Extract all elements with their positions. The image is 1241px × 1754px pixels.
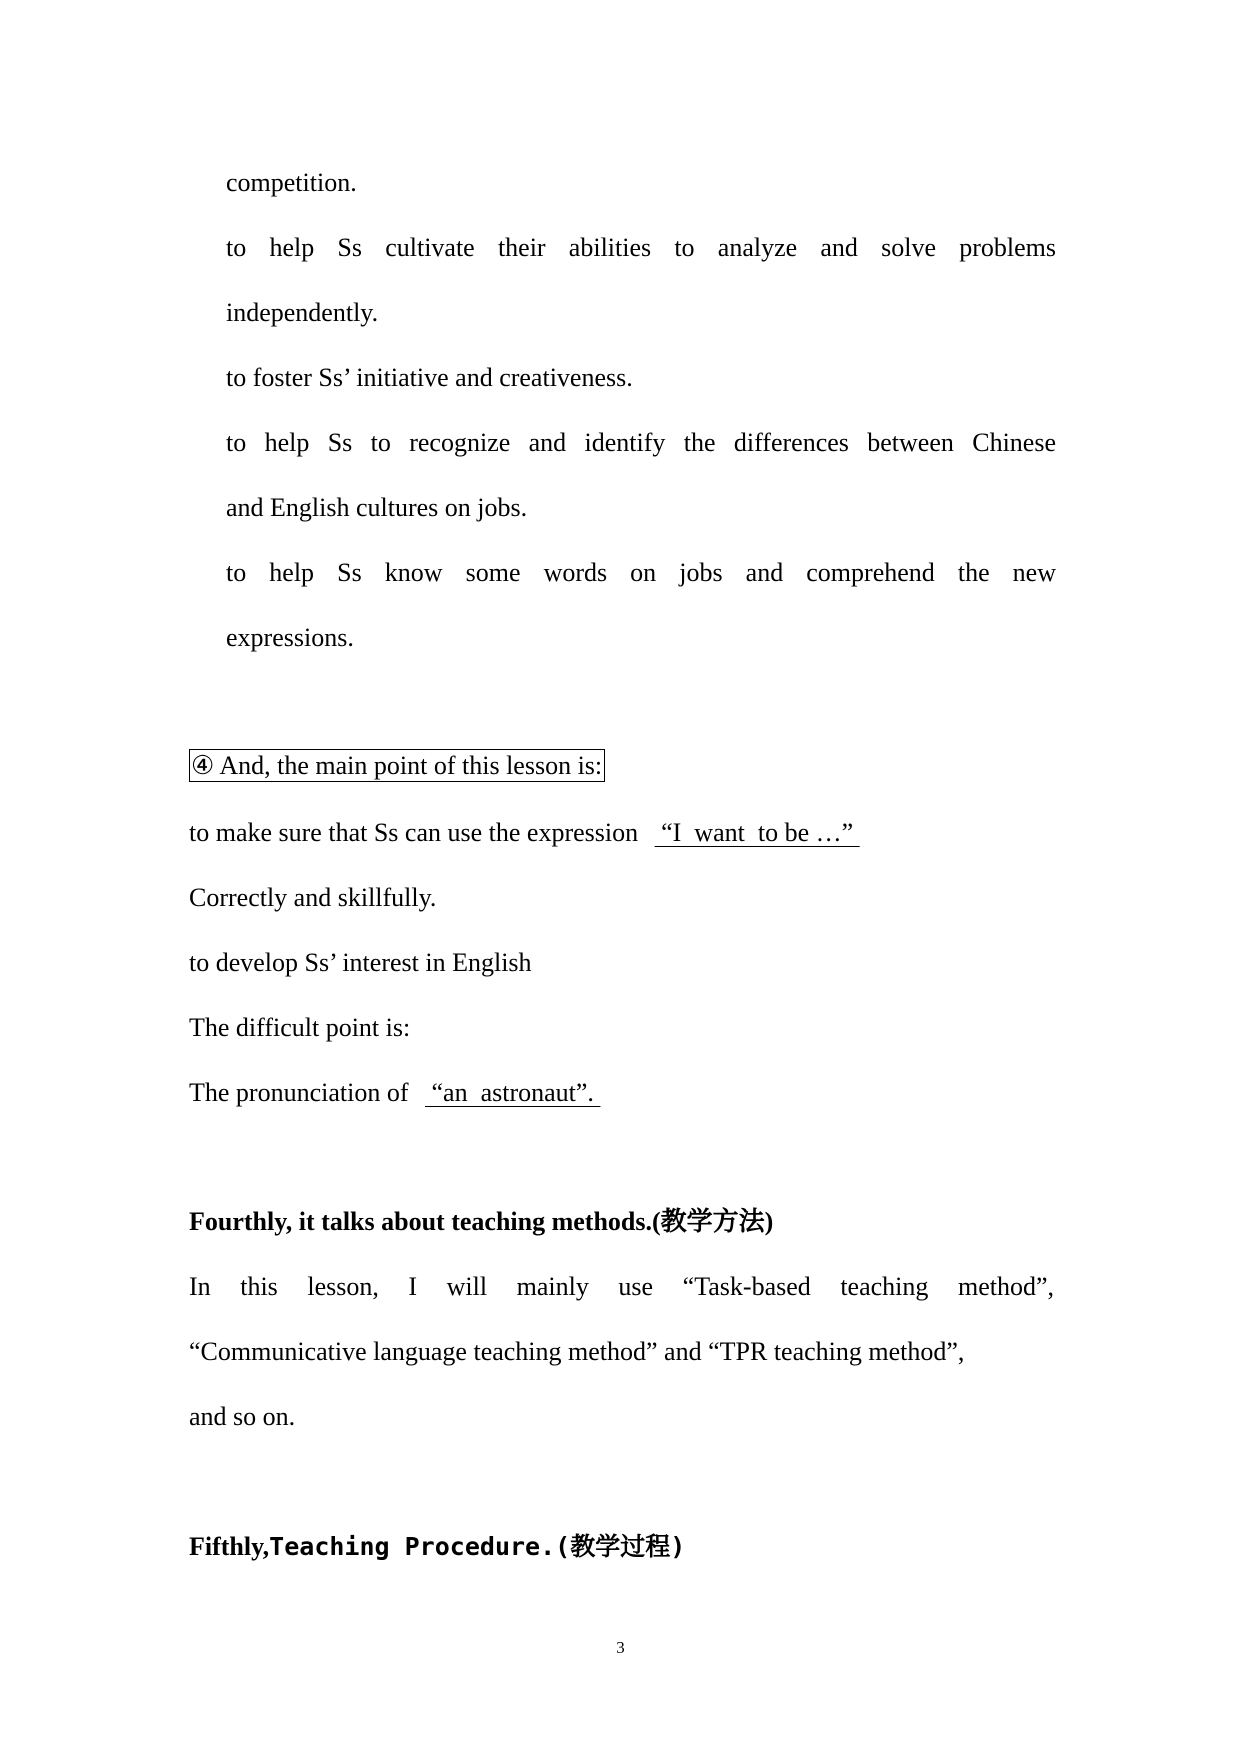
pronunciation-row bbox=[189, 1076, 600, 1110]
teaching-methods-line: and so on. bbox=[189, 1402, 296, 1431]
difficult-point-heading: The difficult point is: bbox=[189, 1013, 411, 1042]
main-point-line: to develop Ss’ interest in English bbox=[189, 948, 532, 977]
objective-line: expressions. bbox=[226, 623, 354, 652]
teaching-methods-line: “Communicative language teaching method” and “TPR teaching method”, bbox=[189, 1337, 965, 1366]
page-number: 3 bbox=[616, 1638, 625, 1657]
objective-line: competition. bbox=[226, 168, 357, 197]
pronunciation-word: “an astronaut”. bbox=[425, 1078, 601, 1107]
objective-line: to help Ss cultivate their abilities to analyze and solve problems bbox=[226, 233, 1056, 262]
procedure-heading-title: Teaching Procedure.(教学过程) bbox=[269, 1532, 686, 1561]
objective-line: to foster Ss’ initiative and creativeness. bbox=[226, 363, 633, 392]
teaching-procedure-heading bbox=[189, 1530, 685, 1564]
objective-line: and English cultures on jobs. bbox=[226, 493, 528, 522]
expression-prefix: to make sure that Ss can use the expression bbox=[189, 818, 639, 847]
teaching-methods-heading: Fourthly, it talks about teaching methods.(教学方法) bbox=[189, 1207, 774, 1236]
teaching-methods-line: In this lesson, I will mainly use “Task-based teaching method”, bbox=[189, 1272, 1054, 1301]
objective-line: independently. bbox=[226, 298, 379, 327]
main-point-boxed-heading: ④ And, the main point of this lesson is: bbox=[189, 749, 605, 782]
main-point-line: Correctly and skillfully. bbox=[189, 883, 437, 912]
target-expression: “I want to be …” bbox=[654, 818, 860, 847]
main-point-heading-row bbox=[189, 749, 605, 783]
main-point-expression-row bbox=[189, 816, 860, 850]
objective-line: to help Ss know some words on jobs and comprehend the new bbox=[226, 558, 1056, 587]
procedure-heading-label: Fifthly, bbox=[189, 1532, 270, 1561]
objective-line: to help Ss to recognize and identify the differences between Chinese bbox=[226, 428, 1056, 457]
pronunciation-prefix: The pronunciation of bbox=[189, 1078, 409, 1107]
